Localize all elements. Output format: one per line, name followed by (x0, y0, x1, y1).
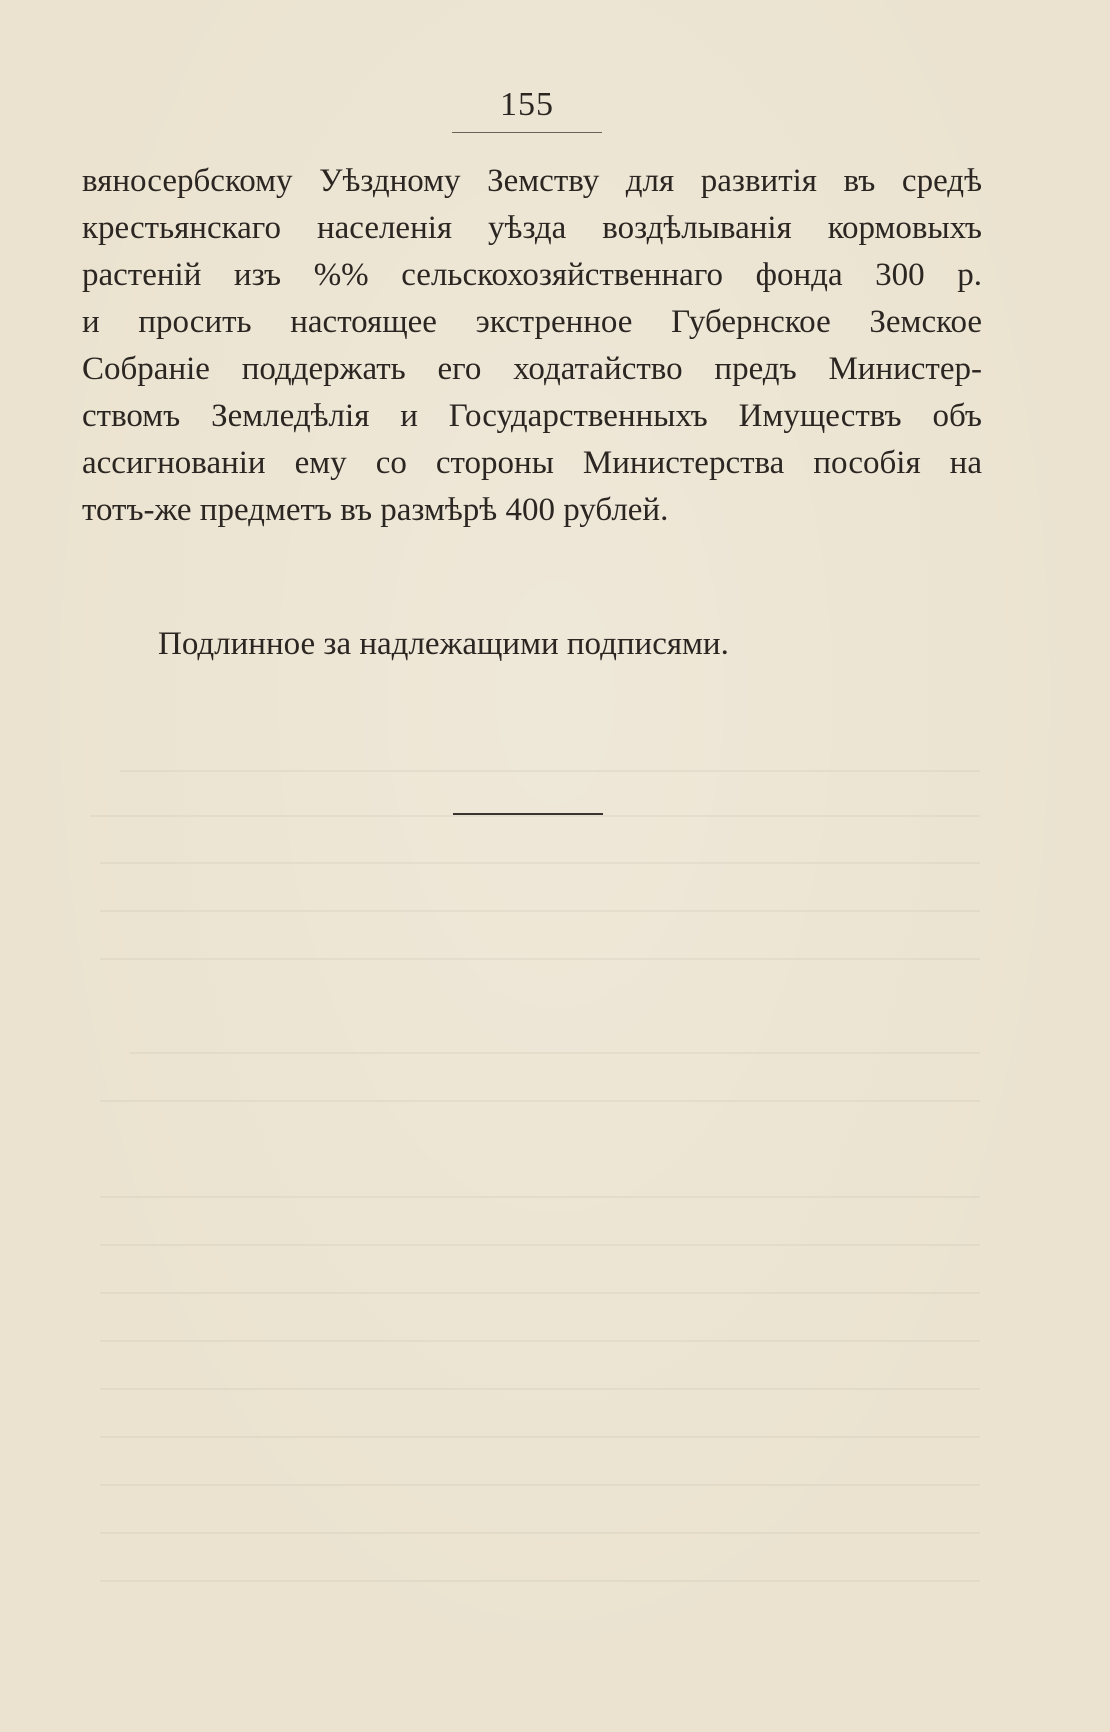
body-line-3: растеній изъ %% сельскохозяйственнаго фонда 300 р. (82, 257, 982, 293)
page-number-rule (452, 132, 602, 133)
body-line-4: и просить настоящее экстренное Губернское Земское (82, 304, 982, 340)
body-paragraph (82, 158, 982, 534)
body-line-1: вяносербскому Уѣздному Земству для развитія въ средѣ (82, 163, 982, 199)
body-line-5: Собраніе поддержать его ходатайство предъ Министер- (82, 351, 982, 387)
closing-rule (453, 813, 603, 815)
body-line-6: ствомъ Земледѣлія и Государственныхъ Имуществъ объ (82, 398, 982, 434)
body-line-7: ассигнованіи ему со стороны Министерства пособія на (82, 445, 982, 481)
body-line-8: тотъ-же предметъ въ размѣрѣ 400 рублей. (82, 492, 669, 528)
body-line-2: крестьянскаго населенія уѣзда воздѣлыванія кормовыхъ (82, 210, 982, 246)
certification-note: Подлинное за надлежащими подписями. (158, 626, 729, 662)
page-number: 155 (500, 86, 554, 123)
